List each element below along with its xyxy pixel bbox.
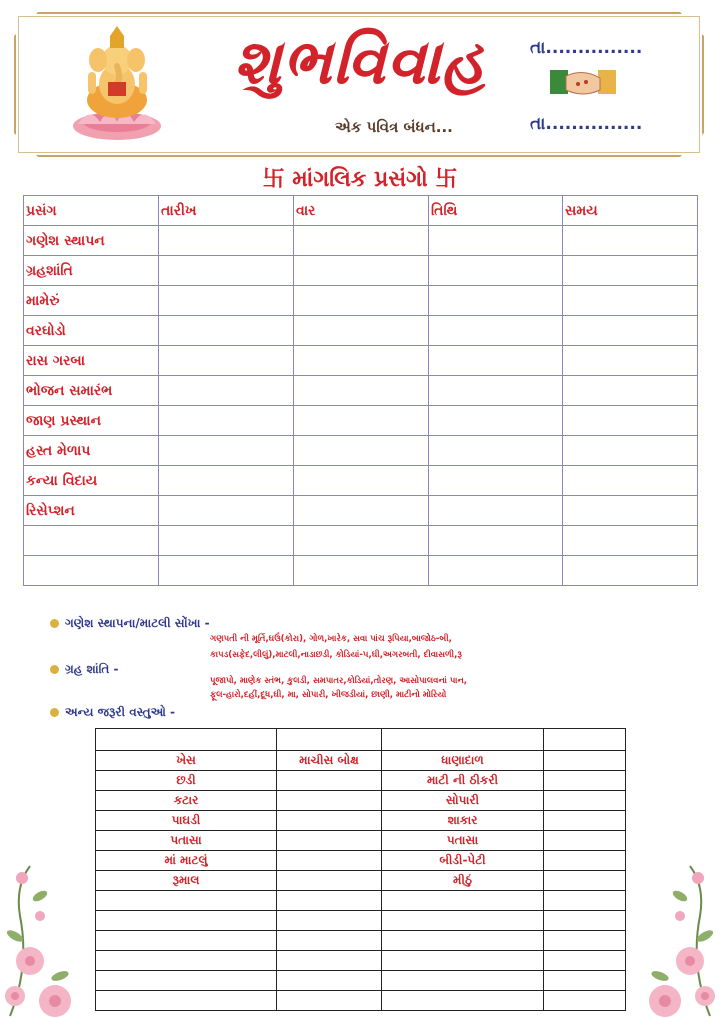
empty-cell	[294, 226, 429, 256]
table-row	[96, 951, 626, 971]
occasion-cell: રાસ ગરબા	[24, 346, 159, 376]
events-table	[23, 195, 698, 586]
item-cell	[96, 911, 277, 931]
item-cell: પાઘડી	[96, 811, 277, 831]
empty-cell	[159, 226, 294, 256]
empty-cell	[429, 316, 563, 346]
item-cell: માચીસ બોક્ષ	[277, 751, 382, 771]
empty-cell	[429, 526, 563, 556]
item-cell	[382, 971, 544, 991]
item-cell	[277, 871, 382, 891]
note-ganesh-line-2: કાપડ(સફેદ,લીલું),માટલી,નાડાછડી, કોડિયાં-૫,ઘી,અગરબતી, દીવાસળી,રૂ	[210, 650, 462, 660]
table-row	[96, 971, 626, 991]
empty-cell	[159, 436, 294, 466]
note-ganesh-heading	[50, 616, 210, 631]
events-header-row	[24, 196, 698, 226]
empty-cell	[563, 406, 698, 436]
item-cell	[277, 729, 382, 751]
item-cell	[382, 931, 544, 951]
item-cell	[544, 729, 626, 751]
item-cell	[277, 931, 382, 951]
section-title	[0, 162, 720, 193]
table-row	[96, 911, 626, 931]
empty-cell	[294, 256, 429, 286]
item-cell	[544, 931, 626, 951]
item-cell	[96, 729, 277, 751]
table-row	[24, 466, 698, 496]
occasion-cell: ભોજન સમારંભ	[24, 376, 159, 406]
item-cell	[544, 991, 626, 1011]
empty-cell	[294, 346, 429, 376]
empty-cell	[159, 376, 294, 406]
empty-cell	[294, 406, 429, 436]
item-cell	[277, 971, 382, 991]
empty-cell	[159, 286, 294, 316]
bullet-icon	[50, 619, 59, 628]
table-row	[96, 751, 626, 771]
empty-cell	[159, 526, 294, 556]
table-row	[24, 226, 698, 256]
item-cell: રૂમાલ	[96, 871, 277, 891]
bullet-icon	[50, 665, 59, 674]
flower-decoration-left	[0, 856, 90, 1018]
item-cell: માં માટલું	[96, 851, 277, 871]
item-cell	[544, 791, 626, 811]
item-cell: ધાણાદાળ	[382, 751, 544, 771]
item-cell	[544, 951, 626, 971]
empty-cell	[159, 556, 294, 586]
table-row	[96, 871, 626, 891]
item-cell	[544, 911, 626, 931]
item-cell: બીડી-પેટી	[382, 851, 544, 871]
item-cell	[277, 951, 382, 971]
note-ganesh-text: ગણેશ સ્થાપના/માટલી સોંખા -	[65, 616, 210, 630]
empty-cell	[294, 496, 429, 526]
swastika-icon-right: 卐	[435, 167, 458, 192]
table-row	[24, 286, 698, 316]
item-cell	[544, 831, 626, 851]
item-cell	[382, 911, 544, 931]
column-header-day: વાર	[294, 196, 429, 226]
column-header-date: તારીખ	[159, 196, 294, 226]
table-row	[24, 376, 698, 406]
note-graha-line-1: પૂજાપો, માણેક સ્તંભ, કુલડી, સમપાતર,કોડિયાં,તોરણ, આસોપાલવનાં પાન,	[210, 676, 468, 686]
occasion-cell	[24, 526, 159, 556]
item-cell	[277, 771, 382, 791]
empty-cell	[294, 286, 429, 316]
empty-cell	[429, 496, 563, 526]
note-graha-text: ગ્રહ શાંતિ -	[65, 662, 119, 676]
empty-cell	[429, 286, 563, 316]
item-cell	[96, 971, 277, 991]
item-cell	[277, 791, 382, 811]
items-table	[95, 728, 626, 1011]
empty-cell	[159, 466, 294, 496]
table-row	[24, 316, 698, 346]
empty-cell	[429, 436, 563, 466]
empty-cell	[563, 346, 698, 376]
item-cell	[382, 729, 544, 751]
joined-hands-icon	[548, 66, 618, 100]
item-cell	[277, 811, 382, 831]
empty-cell	[294, 466, 429, 496]
occasion-cell: કન્યા વિદાય	[24, 466, 159, 496]
occasion-cell: વરઘોડો	[24, 316, 159, 346]
table-row	[24, 256, 698, 286]
page-title: શુભવિવાહ	[233, 25, 487, 98]
item-cell	[544, 871, 626, 891]
occasion-cell: ગણેશ સ્થાપન	[24, 226, 159, 256]
empty-cell	[429, 346, 563, 376]
empty-cell	[294, 556, 429, 586]
item-cell: સોપારી	[382, 791, 544, 811]
item-cell	[544, 851, 626, 871]
item-cell	[544, 971, 626, 991]
empty-cell	[429, 556, 563, 586]
table-row	[96, 891, 626, 911]
empty-cell	[563, 526, 698, 556]
table-row	[96, 811, 626, 831]
occasion-cell	[24, 556, 159, 586]
item-cell	[277, 851, 382, 871]
item-cell	[544, 751, 626, 771]
item-cell	[277, 831, 382, 851]
column-header-occasion: પ્રસંગ	[24, 196, 159, 226]
empty-cell	[159, 316, 294, 346]
item-cell: મીઠું	[382, 871, 544, 891]
bullet-icon	[50, 708, 59, 717]
note-ganesh-line-1: ગણપતી ની મૂર્તિ,ઘઉં(કોરા), ગોળ,ખારેક, સવા પાંચ રૂપિયા,બાજોઠ-બી,	[210, 634, 452, 644]
empty-cell	[159, 406, 294, 436]
empty-cell	[563, 556, 698, 586]
empty-cell	[294, 436, 429, 466]
item-cell: માટી ની ઠીકરી	[382, 771, 544, 791]
table-row	[96, 771, 626, 791]
item-cell	[382, 891, 544, 911]
ganesha-illustration	[70, 26, 165, 144]
item-cell	[96, 991, 277, 1011]
empty-cell	[159, 496, 294, 526]
table-row	[96, 729, 626, 751]
table-row	[96, 831, 626, 851]
section-title-text: માંગલિક પ્રસંગો	[292, 167, 428, 192]
occasion-cell: હસ્ત મેળાપ	[24, 436, 159, 466]
empty-cell	[294, 376, 429, 406]
column-header-tithi: તિથિ	[429, 196, 563, 226]
page-subtitle: એક પવિત્ર બંધન...	[335, 118, 453, 136]
empty-cell	[294, 316, 429, 346]
item-cell	[277, 911, 382, 931]
item-cell	[96, 931, 277, 951]
occasion-cell: મામેરું	[24, 286, 159, 316]
note-other-heading	[50, 705, 175, 720]
empty-cell	[563, 316, 698, 346]
empty-cell	[429, 256, 563, 286]
occasion-cell: રિસેપ્શન	[24, 496, 159, 526]
date-line-1: તા...............	[530, 38, 643, 58]
item-cell	[544, 891, 626, 911]
note-graha-heading	[50, 662, 119, 677]
empty-cell	[563, 436, 698, 466]
item-cell: પતાસા	[382, 831, 544, 851]
item-cell: ખેસ	[96, 751, 277, 771]
empty-cell	[563, 466, 698, 496]
note-graha-line-2: ફૂલ-હારો,દહીં,દૂધ,ઘી, મા, સોપારી, ખીજડીયાં, છાણી, માટીનો મોરિયો	[210, 690, 447, 700]
empty-cell	[563, 226, 698, 256]
table-row	[96, 991, 626, 1011]
note-other-text: અન્ય જરૂરી વસ્તુઓ -	[65, 705, 176, 719]
item-cell	[96, 891, 277, 911]
item-cell	[277, 891, 382, 911]
empty-cell	[429, 406, 563, 436]
empty-cell	[294, 526, 429, 556]
item-cell	[544, 811, 626, 831]
empty-cell	[159, 346, 294, 376]
item-cell: છડી	[96, 771, 277, 791]
column-header-time: સમય	[563, 196, 698, 226]
empty-cell	[563, 376, 698, 406]
table-row	[24, 526, 698, 556]
table-row	[24, 556, 698, 586]
item-cell	[382, 991, 544, 1011]
empty-cell	[563, 496, 698, 526]
item-cell: પતાસા	[96, 831, 277, 851]
table-row	[96, 931, 626, 951]
empty-cell	[159, 256, 294, 286]
empty-cell	[429, 226, 563, 256]
item-cell	[277, 991, 382, 1011]
item-cell: કટાર	[96, 791, 277, 811]
item-cell	[96, 951, 277, 971]
occasion-cell: ગ્રહશાંતિ	[24, 256, 159, 286]
item-cell	[544, 771, 626, 791]
empty-cell	[429, 466, 563, 496]
table-row	[96, 791, 626, 811]
date-line-2: તા...............	[530, 114, 643, 134]
empty-cell	[563, 286, 698, 316]
table-row	[96, 851, 626, 871]
empty-cell	[563, 256, 698, 286]
table-row	[24, 496, 698, 526]
table-row	[24, 406, 698, 436]
item-cell	[382, 951, 544, 971]
item-cell: શાકાર	[382, 811, 544, 831]
empty-cell	[429, 376, 563, 406]
table-row	[24, 346, 698, 376]
table-row	[24, 436, 698, 466]
occasion-cell: જાણ પ્રસ્થાન	[24, 406, 159, 436]
flower-decoration-right	[630, 856, 720, 1018]
swastika-icon-left: 卐	[262, 167, 285, 192]
